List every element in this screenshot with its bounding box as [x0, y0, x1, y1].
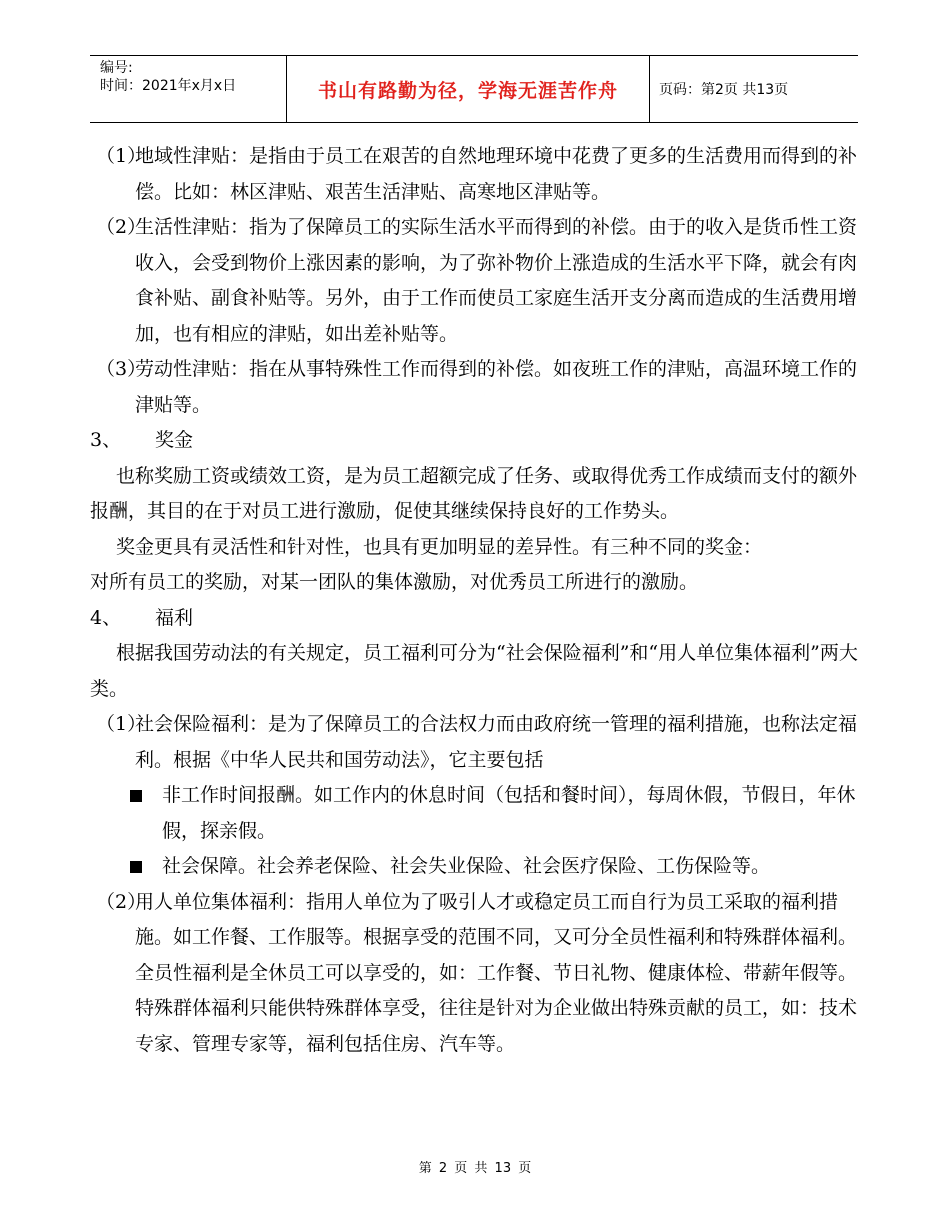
list-item-collective-welfare — [90, 885, 865, 1063]
section-title: 福利 — [155, 606, 194, 629]
page-header — [90, 55, 858, 123]
paragraph-bonus-types-cont: 对所有员工的奖励，对某一团队的集体激励，对优秀员工所进行的激励。 — [90, 571, 699, 593]
bullet-text: 非工作时间报酬。如工作内的休息时间（包括和餐时间），每周休假，节假日，年休假，探亲假。 — [162, 784, 856, 842]
bullet-item-2 — [90, 849, 865, 885]
bullet-text: 社会保障。社会养老保险、社会失业保险、社会医疗保险、工伤保险等。 — [162, 855, 771, 877]
item-text: 用人单位集体福利：指用人单位为了吸引人才或稳定员工而自行为员工采取的福利措施。如工作餐、工作服等。根据享受的范围不同，又可分全员性福利和特殊群体福利。全员性福利是全休员工可以享受的，如：工作餐、节日礼物、健康体检、带薪年假等。特殊群体福利只能供特殊群体享受，往往是针对为企业做出特殊贡献的员工，如：技术专家、管理专家等，福利包括住房、汽车等。 — [135, 890, 858, 1055]
bullet-item-1 — [90, 778, 865, 849]
item-number: （2） — [96, 890, 147, 913]
item-number: （2） — [96, 216, 147, 238]
section-number: 3、 — [90, 429, 122, 451]
document-body — [90, 139, 865, 1062]
header-page-label: 页码：第2页 共13页 — [659, 82, 789, 98]
section-number: 4、 — [90, 606, 122, 629]
square-bullet-icon — [130, 790, 142, 802]
item-text: 生活性津贴：指为了保障员工的实际生活水平而得到的补偿。由于的收入是货币性工资收入，会受到物价上涨因素的影响，为了弥补物价上涨造成的生活水平下降，就会有肉食补贴、副食补贴等。另外，由于工作而使员工家庭生活开支分离而造成的生活费用增加，也有相应的津贴，如出差补贴等。 — [135, 216, 858, 345]
paragraph-welfare-intro: 根据我国劳动法的有关规定，员工福利可分为“社会保险福利”和“用人单位集体福利”两大类。 — [90, 642, 858, 700]
item-text: 地域性津贴：是指由于员工在艰苦的自然地理环境中花费了更多的生活费用而得到的补偿。比如：林区津贴、艰苦生活津贴、高寒地区津贴等。 — [135, 145, 858, 203]
list-item-2 — [90, 210, 865, 352]
item-text: 社会保险福利：是为了保障员工的合法权力而由政府统一管理的福利措施，也称法定福利。根据《中华人民共和国劳动法》，它主要包括 — [135, 713, 858, 771]
item-text: 劳动性津贴：指在从事特殊性工作而得到的补偿。如夜班工作的津贴，高温环境工作的津贴等。 — [135, 358, 858, 416]
list-item-3 — [90, 352, 865, 423]
item-number: （1） — [96, 713, 147, 735]
section-heading-welfare — [90, 601, 865, 637]
paragraph-bonus-types: 奖金更具有灵活性和针对性，也具有更加明显的差异性。有三种不同的奖金： — [116, 535, 763, 558]
paragraph-bonus-definition: 也称奖励工资或绩效工资，是为员工超额完成了任务、或取得优秀工作成绩而支付的额外报酬，其目的在于对员工进行激励，促使其继续保持良好的工作势头。 — [90, 464, 858, 522]
item-number: （3） — [96, 358, 147, 380]
header-left-cell — [90, 56, 286, 122]
section-heading-bonus — [90, 423, 865, 459]
number-label: 编号: — [100, 60, 133, 76]
list-item-social-insurance — [90, 707, 865, 778]
time-label: 时间：2021年x月x日 — [100, 78, 237, 94]
section-title: 奖金 — [155, 429, 194, 451]
page-footer: 第 2 页 共 13 页 — [418, 1161, 532, 1176]
square-bullet-icon — [130, 861, 142, 873]
item-number: （1） — [96, 145, 147, 167]
header-motto: 书山有路勤为径，学海无涯苦作舟 — [286, 56, 650, 122]
list-item-1 — [90, 139, 865, 210]
